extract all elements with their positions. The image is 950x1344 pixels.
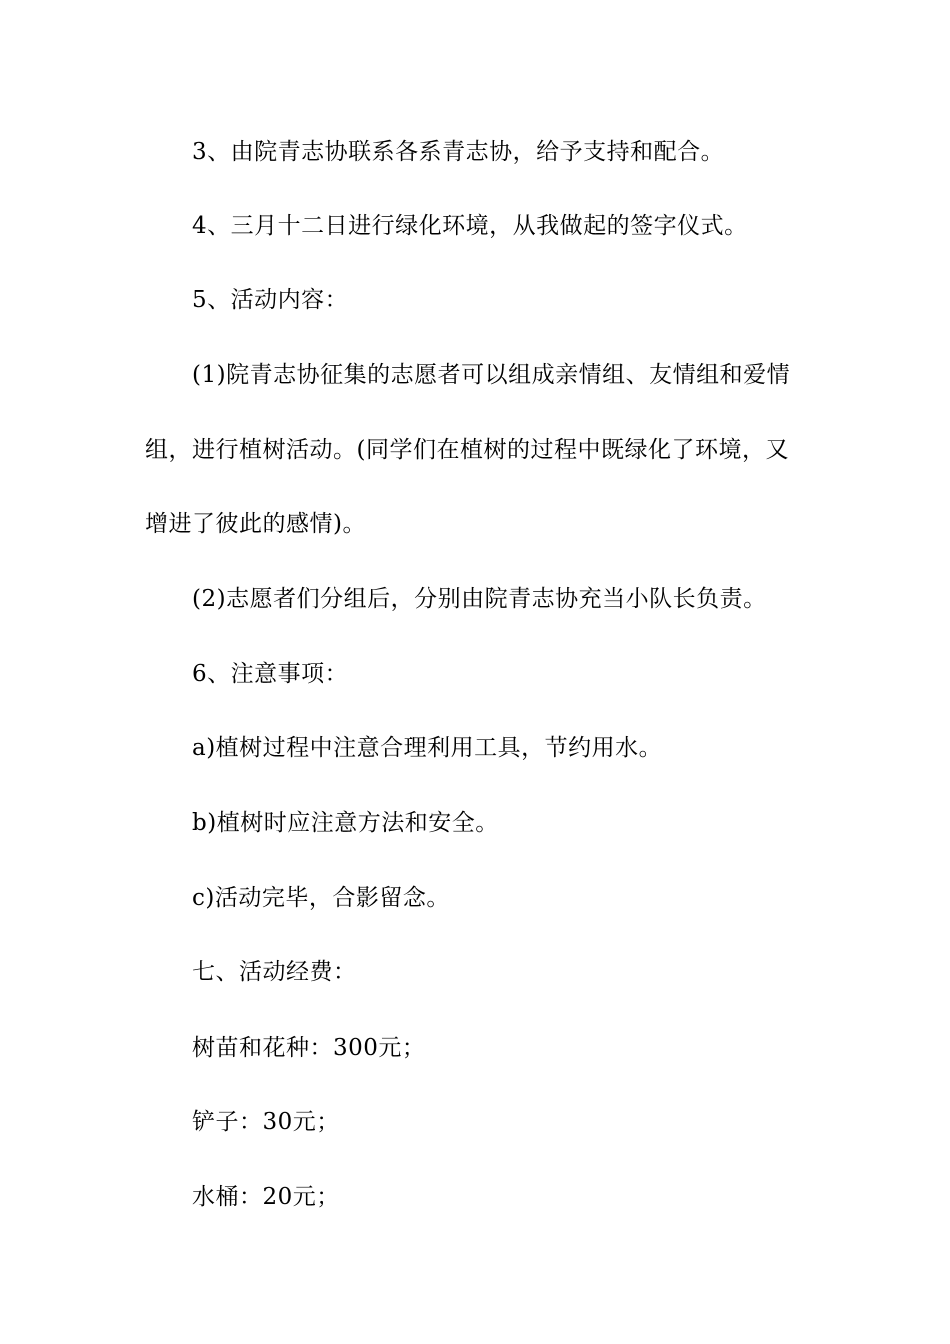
paragraph-subitem-1-line-2: 组，进行植树活动。(同学们在植树的过程中既绿化了环境，又 — [145, 437, 789, 463]
budget-item-seedlings: 树苗和花种：300元； — [192, 1035, 426, 1061]
budget-item-buckets: 水桶：20元； — [192, 1184, 340, 1210]
paragraph-subitem-1-line-1: (1)院青志协征集的志愿者可以组成亲情组、友情组和爱情 — [192, 362, 791, 388]
paragraph-subitem-1-line-3: 增进了彼此的感情)。 — [145, 511, 366, 537]
paragraph-item-3: 3、由院青志协联系各系青志协，给予支持和配合。 — [192, 139, 725, 165]
note-c: c)活动完毕，合影留念。 — [192, 885, 450, 911]
paragraph-item-5: 5、活动内容： — [192, 287, 349, 313]
section-heading-budget: 七、活动经费： — [192, 959, 357, 985]
paragraph-item-6: 6、注意事项： — [192, 661, 349, 687]
note-b: b)植树时应注意方法和安全。 — [192, 810, 499, 836]
budget-item-shovels: 铲子：30元； — [192, 1109, 340, 1135]
paragraph-subitem-2: (2)志愿者们分组后，分别由院青志协充当小队长负责。 — [192, 586, 767, 612]
note-a: a)植树过程中注意合理利用工具，节约用水。 — [192, 735, 663, 761]
paragraph-item-4: 4、三月十二日进行绿化环境，从我做起的签字仪式。 — [192, 213, 748, 239]
